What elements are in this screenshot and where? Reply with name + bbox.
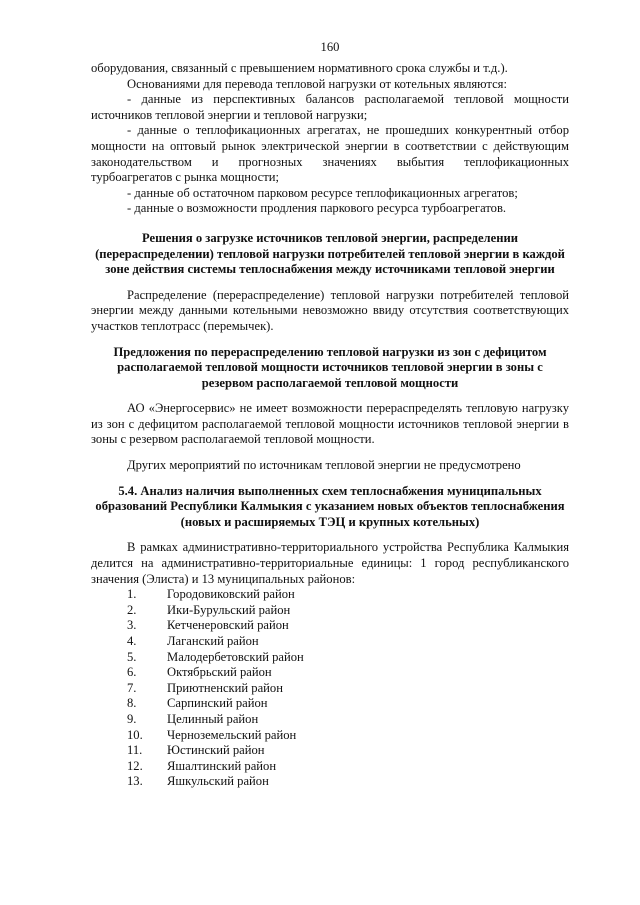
list-item: 3. Кетченеровский район xyxy=(127,618,289,633)
list-item: 5. Малодербетовский район xyxy=(127,649,304,664)
list-item: 13. Яшкульский район xyxy=(127,774,269,789)
list-item: 8. Сарпинский район xyxy=(127,696,268,711)
list-item: 9. Целинный район xyxy=(127,711,259,726)
page-body xyxy=(91,61,569,790)
section-text-no-measures: Других мероприятий по источникам тепловой энергии не предусмотрено xyxy=(127,458,521,473)
reason-bullet: - данные о теплофикационных агрегатах, не прошедших конкурентный отбор мощности на оптовый рынок электрической энергии в соответствии с действующим законодательством и прогнозных значениях выбытия теплофикационных турбоагрегатов с рынка мощности; xyxy=(91,123,569,185)
reason-bullet: - данные об остаточном парковом ресурсе теплофикационных агрегатов; xyxy=(127,185,518,200)
section-heading-redistribution: Предложения по перераспределению тепловой нагрузки из зон с дефицитом располагаемой тепловой мощности источников тепловой энергии в зоны с резервом располагаемой тепловой мощности xyxy=(113,344,547,390)
list-item: 10. Черноземельский район xyxy=(127,727,297,742)
list-item: 2. Ики-Бурульский район xyxy=(127,602,291,617)
reason-bullet: - данные из перспективных балансов располагаемой тепловой мощности источников тепловой энергии и тепловой нагрузки; xyxy=(91,92,569,122)
reason-bullet: - данные о возможности продления паркового ресурса турбоагрегатов. xyxy=(127,201,507,216)
section-heading-load-decisions: Решения о загрузке источников тепловой энергии, распределении (перераспределении) тепловой нагрузки потребителей тепловой энергии в каждой зоне действия системы теплоснабжения между источниками тепловой энергии xyxy=(95,230,565,277)
list-item: 12. Яшалтинский район xyxy=(127,758,277,773)
list-item: 11. Юстинский район xyxy=(127,743,265,758)
page-number: 160 xyxy=(320,40,340,54)
districts-list xyxy=(91,587,569,790)
list-item: 6. Октябрьский район xyxy=(127,665,272,680)
list-item: 7. Приютненский район xyxy=(127,680,283,695)
list-item: 4. Лаганский район xyxy=(127,634,259,648)
reasons-lead: Основаниями для перевода тепловой нагрузки от котельных являются: xyxy=(127,76,507,91)
section-text-territorial-division: В рамках административно-территориального устройства Республика Калмыкия делится на административно-территориальные единицы: 1 город республиканского значения (Элиста) и 13 муниципальных районов: xyxy=(91,540,569,586)
continuation-paragraph: оборудования, связанный с превышением нормативного срока службы и т.д.). xyxy=(91,61,508,75)
section-text-redistribution: АО «Энергосервис» не имеет возможности перераспределять тепловую нагрузку из зон с дефицитом располагаемой тепловой мощности источников тепловой энергии в зоны с резервом располагаемой тепловой мощности. xyxy=(91,401,569,447)
section-heading-schemes-analysis: 5.4. Анализ наличия выполненных схем теплоснабжения муниципальных образований Республики Калмыкия с указанием новых объектов теплоснабжения (новых и расширяемых ТЭЦ и крупных котельных) xyxy=(95,483,565,529)
section-text-load-decisions: Распределение (перераспределение) тепловой нагрузки потребителей тепловой энергии между данными котельными невозможно ввиду отсутствия соответствующих участков теплотрасс (перемычек). xyxy=(91,287,569,333)
list-item: 1. Городовиковский район xyxy=(127,587,295,602)
